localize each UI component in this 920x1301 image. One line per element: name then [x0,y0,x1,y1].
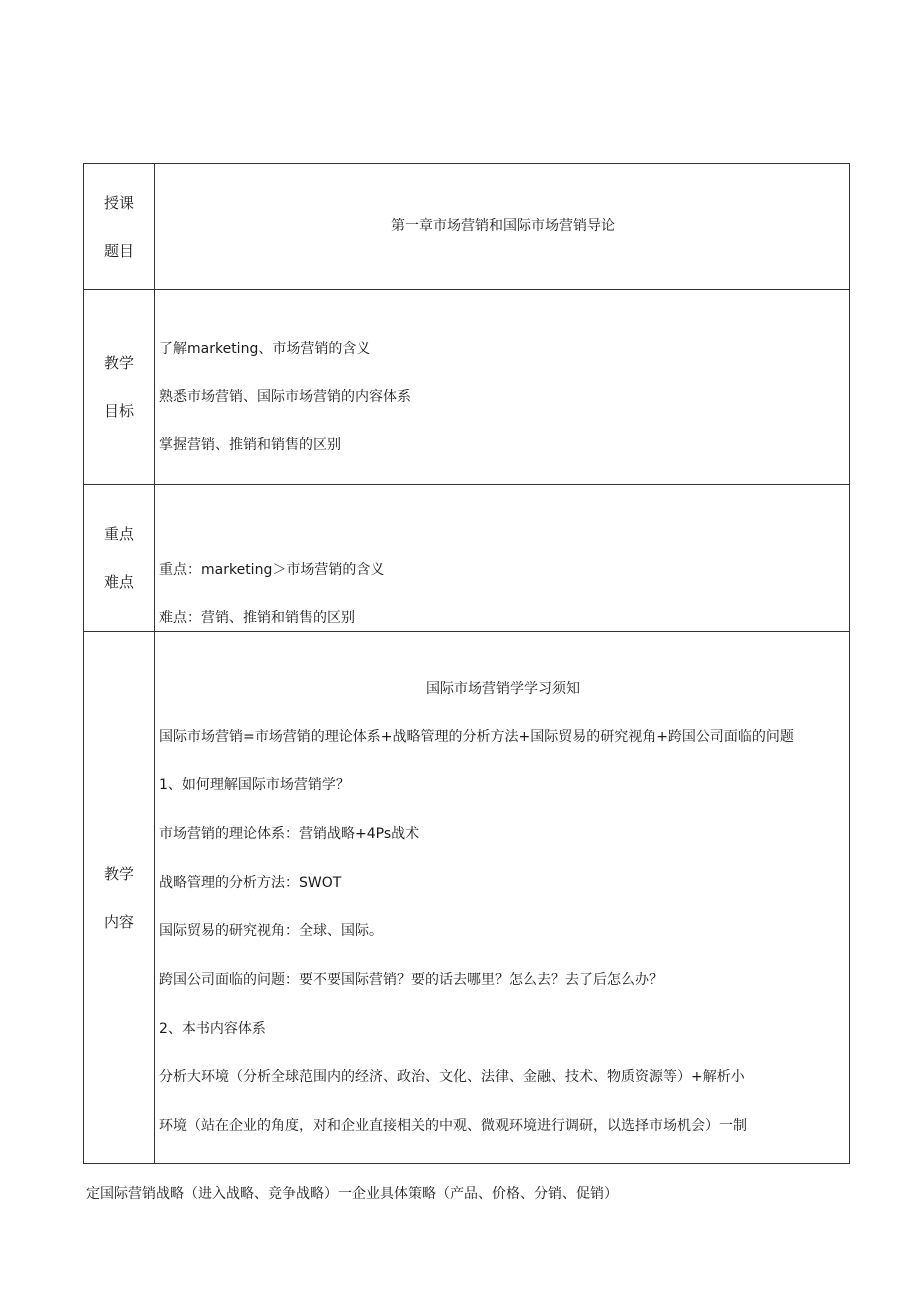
row-objectives [84,290,850,485]
key-points-label-line-1: 重点 [103,525,134,543]
topic-label-cell [84,164,155,290]
key-points-label-line-2: 难点 [103,573,134,591]
row-key-points [84,485,850,632]
content-line-5: 国际贸易的研究视角：全球、国际。 [159,923,383,939]
objectives-label-line-2: 目标 [103,402,134,420]
topic-label-line-1: 授课 [103,193,134,212]
objective-item-1: 了解marketing、市场营销的含义 [159,341,371,357]
objective-item-2: 熟悉市场营销、国际市场营销的内容体系 [159,389,411,405]
content-line-2: 1、如何理解国际市场营销学？ [159,777,350,793]
objectives-label-line-1: 教学 [103,354,134,372]
topic-content-cell [155,164,850,290]
content-line-9: 环境（站在企业的角度，对和企业直接相关的中观、微观环境进行调研，以选择市场机会）一制 [159,1118,747,1134]
row-topic [84,164,850,290]
row-content [84,632,850,1164]
topic-title: 第一章市场营销和国际市场营销导论 [391,218,615,234]
content-heading: 国际市场营销学学习须知 [426,681,580,697]
content-label-line-1: 教学 [103,864,134,883]
content-line-8: 分析大环境（分析全球范围内的经济、政治、文化、法律、金融、技术、物质资源等）+解析小 [159,1069,745,1085]
key-points-label-cell [84,485,155,632]
difficult-point-item: 难点：营销、推销和销售的区别 [159,610,355,626]
key-point-item: 重点：marketing＞市场营销的含义 [159,562,385,578]
lesson-plan-table [83,163,850,1164]
objectives-content-cell [155,290,850,485]
content-line-3: 市场营销的理论体系：营销战略+4Ps战术 [159,826,420,842]
objectives-label-cell [84,290,155,485]
content-label-cell [84,632,155,1164]
content-line-6: 跨国公司面临的问题：要不要国际营销？要的话去哪里？怎么去？去了后怎么办？ [159,972,663,988]
continuation-text: 定国际营销战略（进入战略、竞争战略）一企业具体策略（产品、价格、分销、促销） [86,1186,618,1202]
topic-label-line-2: 题目 [103,241,134,260]
content-line-7: 2、本书内容体系 [159,1021,266,1037]
content-line-1: 国际市场营销=市场营销的理论体系+战略管理的分析方法+国际贸易的研究视角+跨国公司面临的问题 [159,729,794,745]
content-line-4: 战略管理的分析方法：SWOT [159,875,342,891]
content-label-line-2: 内容 [103,912,134,931]
objective-item-3: 掌握营销、推销和销售的区别 [159,437,341,453]
content-content-cell [155,632,850,1164]
key-points-content-cell [155,485,850,632]
